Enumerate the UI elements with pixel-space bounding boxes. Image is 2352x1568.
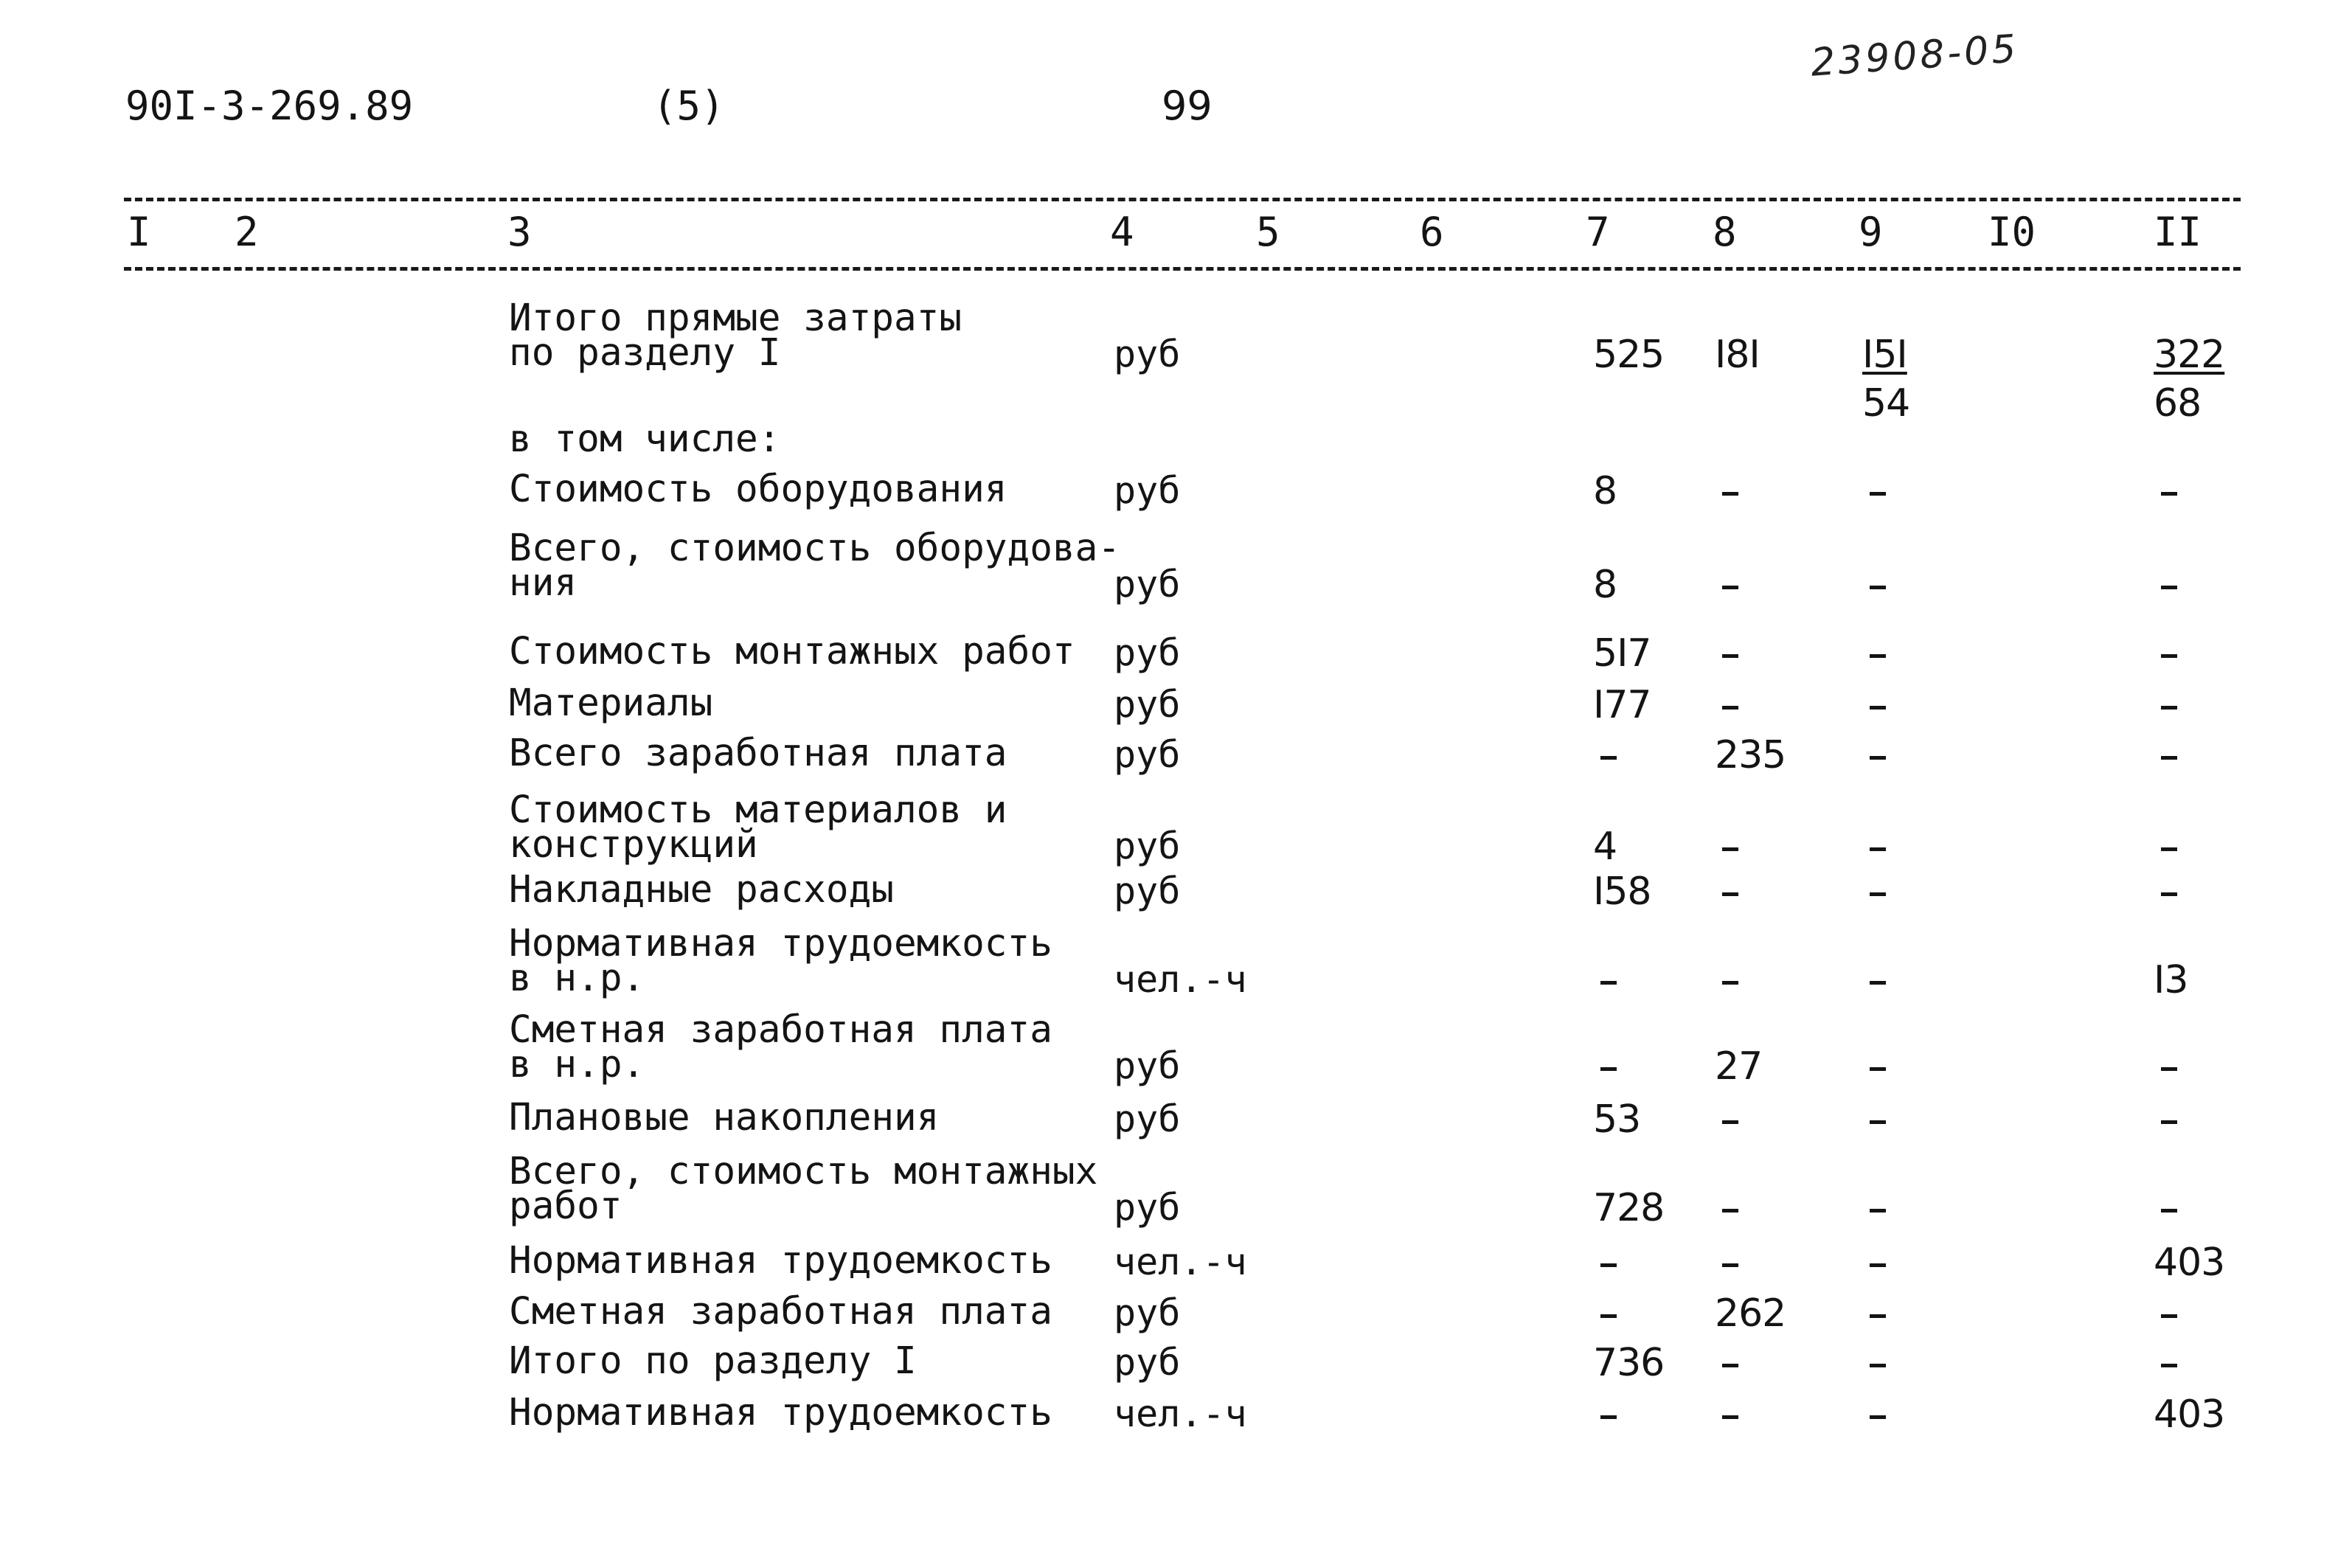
- value-cell-c9: [1870, 1291, 1886, 1336]
- handwritten-stamp: 23908-05: [1809, 27, 2021, 86]
- dash-mark: [1870, 1209, 1886, 1213]
- value-cell-c8: [1722, 1186, 1738, 1230]
- row-description: конструкций: [509, 823, 758, 867]
- value-cell-c9: I5I: [1862, 333, 1907, 377]
- value-cell-c11: [2161, 631, 2177, 676]
- row-description: в том числе:: [509, 417, 781, 461]
- row-description: Нормативная трудоемкость: [509, 1239, 1052, 1283]
- unit-cell: руб: [1114, 631, 1181, 674]
- row-description: Всего, стоимость монтажных: [509, 1150, 1098, 1193]
- value-cell-c7: 525: [1593, 333, 1665, 377]
- value-cell-c7: 8: [1593, 469, 1617, 513]
- table-top-rule: [124, 198, 2241, 201]
- value-cell-c8: 27: [1715, 1044, 1763, 1089]
- value-cell-c8: [1722, 1241, 1738, 1285]
- page-number: 99: [1162, 83, 1213, 129]
- dash-mark: [2161, 1067, 2177, 1071]
- unit-cell: руб: [1114, 1186, 1181, 1229]
- value-cell-c9: [1870, 1341, 1886, 1385]
- value-cell-c8: [1722, 1097, 1738, 1142]
- unit-cell: руб: [1114, 563, 1181, 606]
- unit-cell: чел.-ч: [1114, 1392, 1247, 1435]
- row-description: Накладные расходы: [509, 868, 894, 912]
- value-cell-c8: [1722, 958, 1738, 1002]
- value-cell-c7: [1600, 958, 1617, 1002]
- dash-mark: [1722, 981, 1738, 985]
- value-cell-c11: [2161, 870, 2177, 914]
- row-description: Сметная заработная плата: [509, 1008, 1052, 1052]
- unit-cell: чел.-ч: [1114, 958, 1247, 1001]
- row-description: в н.р.: [509, 957, 645, 1000]
- value-cell-c9: [1870, 563, 1886, 607]
- dash-mark: [1870, 1067, 1886, 1071]
- dash-mark: [1870, 1364, 1886, 1367]
- value-cell-c7: 4: [1593, 825, 1617, 869]
- row-description: Сметная заработная плата: [509, 1290, 1052, 1333]
- column-number: 4: [1110, 209, 1134, 255]
- dash-mark: [1722, 1209, 1738, 1213]
- value-cell-c11-sub: 68: [2154, 381, 2202, 426]
- value-cell-c7: 728: [1593, 1186, 1665, 1230]
- part-number: (5): [653, 83, 725, 129]
- value-cell-c11: [2161, 1097, 2177, 1142]
- dash-mark: [1870, 756, 1886, 760]
- value-cell-c9: [1870, 683, 1886, 727]
- value-cell-c11: [2161, 1341, 2177, 1385]
- value-cell-c8: I8I: [1715, 333, 1760, 377]
- value-cell-c9: [1870, 1044, 1886, 1089]
- dash-mark: [1722, 492, 1738, 496]
- dash-mark: [1600, 981, 1617, 985]
- value-cell-c9: [1870, 958, 1886, 1002]
- row-description: Итого прямые затраты: [509, 296, 962, 340]
- value-cell-c11: [2161, 825, 2177, 869]
- value-cell-c11: I3: [2154, 958, 2188, 1002]
- value-cell-c7: 53: [1593, 1097, 1641, 1142]
- dash-mark: [2161, 1314, 2177, 1318]
- value-cell-c8: [1722, 870, 1738, 914]
- unit-cell: руб: [1114, 1291, 1181, 1334]
- document-code: 90I-3-269.89: [125, 83, 414, 129]
- value-cell-c7: [1600, 1241, 1617, 1285]
- row-description: по разделу I: [509, 331, 781, 375]
- dash-mark: [2161, 706, 2177, 710]
- dash-mark: [1600, 1415, 1617, 1419]
- row-description: Итого по разделу I: [509, 1339, 917, 1383]
- dash-mark: [1870, 847, 1886, 851]
- row-description: Нормативная трудоемкость: [509, 922, 1052, 965]
- dash-mark: [1870, 654, 1886, 658]
- dash-mark: [2161, 492, 2177, 496]
- value-cell-c9: [1870, 1241, 1886, 1285]
- dash-mark: [2161, 847, 2177, 851]
- dash-mark: [1722, 586, 1738, 589]
- value-cell-c8: [1722, 469, 1738, 513]
- column-number: 2: [235, 209, 259, 255]
- dash-mark: [1870, 1120, 1886, 1124]
- value-cell-c11: [2161, 563, 2177, 607]
- row-description: в н.р.: [509, 1043, 645, 1086]
- value-cell-c7: 5I7: [1593, 631, 1651, 676]
- value-cell-c9: [1870, 469, 1886, 513]
- value-cell-c9: [1870, 733, 1886, 777]
- dash-mark: [1722, 1364, 1738, 1367]
- column-number: 5: [1256, 209, 1280, 255]
- value-cell-c7: 8: [1593, 563, 1617, 607]
- unit-cell: чел.-ч: [1114, 1241, 1247, 1283]
- unit-cell: руб: [1114, 1044, 1181, 1087]
- column-number: 3: [507, 209, 532, 255]
- value-cell-c7: [1600, 733, 1617, 777]
- value-cell-c7: [1600, 1291, 1617, 1336]
- dash-mark: [1870, 1415, 1886, 1419]
- value-cell-c7: 736: [1593, 1341, 1665, 1385]
- value-cell-c11: [2161, 1291, 2177, 1336]
- dash-mark: [1870, 1314, 1886, 1318]
- value-cell-c11: [2161, 1186, 2177, 1230]
- dash-mark: [2161, 586, 2177, 589]
- unit-cell: руб: [1114, 733, 1181, 776]
- value-cell-c8: 262: [1715, 1291, 1786, 1336]
- unit-cell: руб: [1114, 469, 1181, 512]
- value-cell-c7: I77: [1593, 683, 1651, 727]
- value-cell-c11: [2161, 1044, 2177, 1089]
- value-cell-c9: [1870, 631, 1886, 676]
- value-cell-c8: [1722, 631, 1738, 676]
- dash-mark: [1870, 492, 1886, 496]
- dash-mark: [1722, 654, 1738, 658]
- value-cell-c8: [1722, 683, 1738, 727]
- dash-mark: [1600, 1263, 1617, 1267]
- dash-mark: [1722, 847, 1738, 851]
- value-cell-c11: [2161, 469, 2177, 513]
- column-number: 6: [1420, 209, 1444, 255]
- value-cell-c8: [1722, 1392, 1738, 1437]
- row-description: Всего, стоимость оборудова-: [509, 527, 1121, 570]
- dash-mark: [2161, 892, 2177, 896]
- value-cell-c11: [2161, 733, 2177, 777]
- unit-cell: руб: [1114, 683, 1181, 726]
- value-cell-c8: 235: [1715, 733, 1786, 777]
- dash-mark: [1600, 756, 1617, 760]
- dash-mark: [1722, 1120, 1738, 1124]
- dash-mark: [2161, 1209, 2177, 1213]
- row-description: Стоимость оборудования: [509, 468, 1007, 511]
- row-description: Нормативная трудоемкость: [509, 1391, 1052, 1435]
- dash-mark: [1870, 1263, 1886, 1267]
- row-description: Материалы: [509, 681, 713, 725]
- row-description: Стоимость монтажных работ: [509, 630, 1075, 673]
- value-cell-c9: [1870, 1097, 1886, 1142]
- dash-mark: [1722, 1415, 1738, 1419]
- value-cell-c11: 403: [2154, 1241, 2225, 1285]
- value-cell-c8: [1722, 825, 1738, 869]
- column-number: I0: [1988, 209, 2036, 255]
- row-description: Плановые накопления: [509, 1096, 940, 1139]
- dash-mark: [1722, 706, 1738, 710]
- dash-mark: [1870, 981, 1886, 985]
- column-number: II: [2154, 209, 2202, 255]
- value-cell-c8: [1722, 563, 1738, 607]
- unit-cell: руб: [1114, 1341, 1181, 1384]
- column-number: 7: [1586, 209, 1610, 255]
- dash-mark: [1722, 1263, 1738, 1267]
- value-cell-c7: [1600, 1044, 1617, 1089]
- unit-cell: руб: [1114, 825, 1181, 867]
- row-description: ния: [509, 561, 577, 605]
- dash-mark: [2161, 1120, 2177, 1124]
- dash-mark: [1870, 892, 1886, 896]
- value-cell-c9: [1870, 1392, 1886, 1437]
- value-cell-c11: [2161, 683, 2177, 727]
- dash-mark: [2161, 1364, 2177, 1367]
- dash-mark: [1722, 892, 1738, 896]
- column-number: 9: [1859, 209, 1883, 255]
- unit-cell: руб: [1114, 333, 1181, 375]
- value-cell-c9-sub: 54: [1862, 381, 1910, 426]
- value-cell-c9: [1870, 1186, 1886, 1230]
- dash-mark: [2161, 756, 2177, 760]
- value-cell-c11: 322: [2154, 333, 2225, 377]
- row-description: Всего заработная плата: [509, 732, 1007, 775]
- row-description: работ: [509, 1184, 622, 1228]
- value-cell-c11: 403: [2154, 1392, 2225, 1437]
- column-number: I: [127, 209, 151, 255]
- dash-mark: [2161, 654, 2177, 658]
- dash-mark: [1600, 1067, 1617, 1071]
- value-cell-c7: I58: [1593, 870, 1651, 914]
- value-cell-c8: [1722, 1341, 1738, 1385]
- dash-mark: [1870, 586, 1886, 589]
- unit-cell: руб: [1114, 870, 1181, 912]
- dash-mark: [1600, 1314, 1617, 1318]
- column-number: 8: [1713, 209, 1737, 255]
- table-header-rule: [124, 267, 2241, 271]
- value-cell-c9: [1870, 870, 1886, 914]
- dash-mark: [1870, 706, 1886, 710]
- value-cell-c7: [1600, 1392, 1617, 1437]
- value-cell-c9: [1870, 825, 1886, 869]
- row-description: Стоимость материалов и: [509, 788, 1007, 832]
- unit-cell: руб: [1114, 1097, 1181, 1140]
